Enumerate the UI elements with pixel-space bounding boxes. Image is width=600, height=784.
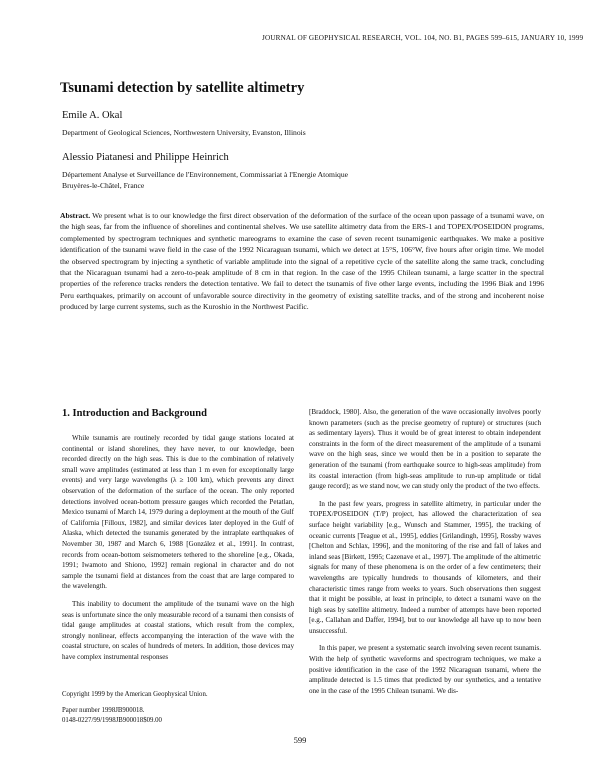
abstract-text: We present what is to our knowledge the first direct observation of the deformation of the surface of the ocean upon passage of a tsunami wave, on the high seas, far from the influence of shorelines and continental shelves. We use satellite altimetry data from the ERS-1 and TOPEX/POSEIDON programs, complemented by spectrogram techniques and synthetic mareograms to examine the case of seven recent tsunamigenic earthquakes. We make a positive identification of the tsunami wave field in the case of the 1992 Nicaraguan tsunami, which we detect at 15°S, 106°W, five hours after origin time. We model the observed spectrogram by injecting a synthetic of variable amplitude into the signal of a repetitive cycle of the satellite along the same track, concluding that the Nicaraguan tsunami had a zero-to-peak amplitude of 8 cm in that region. In the case of the 1995 Chilean tsunami, a large scatter in the spectral properties of the reference tracks renders the detection tentative. We fail to detect the tsunamis of five other large events, including the 1996 Biak and 1996 Peru earthquakes, primarily on account of unfavorable source directivity in the geometry of existing satellite tracks, and of the strong and incoherent noise produced by large current systems, such as the Kuroshio in the Northwest Pacific. — [60, 211, 544, 312]
body-paragraph: In the past few years, progress in satellite altimetry, in particular under the TOPEX/POSEIDON (T/P) project, has allowed the characterization of sea surface height variability [e.g., Wunsch and Stammer, 1995], the tracking of oceanic currents [Teague et al., 1995], eddies [Grilandingh, 1995], Rossby waves [Chelton and Schlax, 1996], and the monitoring of the rise and fall of lakes and inland seas [Birkett, 1995; Cazenave et al., 1997]. The amplitude of the altimetric signals for many of these phenomena is on the order of a few centimeters; their wavelengths are typically hundreds to thousands of kilometers, and their characteristic times range from weeks to years. Such observations then suggest that it might be possible, at least in principle, to detect a tsunami wave on the high seas by satellite altimetry. Indeed a number of attempts have been reported [e.g., Callahan and Daffer, 1994], but to our knowledge all have up to now been unsuccessful. — [309, 499, 541, 635]
section-heading: 1. Introduction and Background — [62, 408, 207, 419]
left-column — [62, 433, 294, 662]
body-paragraph: [Braddock, 1980]. Also, the generation of the wave occasionally involves poorly known parameters (such as the precise geometry of rupture) or structures (such as sedimentary layers). Thus it would be of great interest to obtain independent constraints in the form of the direct measurement of the amplitude of a tsunami wave on the high seas, since we would then be in a position to separate the generation of the tsunami (from earthquake source to high-seas amplitude) from its coastal interaction (from high-seas amplitude to run-up amplitude or tidal gauge record); as we stand now, we can study only the product of the two effects. — [309, 408, 541, 491]
right-column — [309, 407, 541, 696]
article-title: Tsunami detection by satellite altimetry — [60, 80, 305, 96]
author-affiliation: Bruyères-le-Châtel, France — [62, 181, 145, 190]
body-paragraph: This inability to document the amplitude of the tsunami wave on the high seas is unfortunate since the only measurable record of a tsunami then consists of tidal gauge amplitudes at coastal stations, which result from the complex, strongly nonlinear, effects accompanying the interaction of the wave with the coastal structure, on scales of hundreds of meters. In addition, those devices may have complex instrumental responses — [62, 599, 294, 661]
page-number: 599 — [293, 735, 307, 745]
body-paragraph: While tsunamis are routinely recorded by tidal gauge stations located at continental or island shorelines, they have never, to our knowledge, been recorded directly on the high seas. This is due to the combination of relatively small wave amplitudes (estimated at less than 1 m even for exceptionally large events) and very large wavelengths (λ ≥ 100 km), which prevents any direct observation of the deformation of the surface of the ocean. The only reported detections involved ocean-bottom pressure gauges which recorded the Petatlan, Mexico tsunami of March 14, 1979 during a deployment at the mouth of the Gulf of California [Filloux, 1982], and similar devices later deployed in the Gulf of Alaska, which detected the tsunamis generated by the intraplate earthquakes of November 30, 1987 and March 6, 1988 [González et al., 1991]. In contrast, records from ocean-bottom seismometers tethered to the shoreline [e.g., Okada, 1991; Iwamoto and Shiono, 1992] remain regional in character and do not sample the tsunami field at distances from the coast that are large compared to the wavelength. — [62, 434, 294, 591]
abstract — [60, 210, 544, 313]
author-name: Emile A. Okal — [62, 110, 123, 121]
issn-line: 0148-0227/99/1998JB900018$09.00 — [62, 717, 162, 724]
body-paragraph: In this paper, we present a systematic search involving seven recent tsunamis. With the help of synthetic waveforms and spectrogram techniques, we make a positive identification in the case of the 1992 Nicaraguan tsunami, where the amplitude detected is 1.5 times that predicted by our synthetics, and a tentative one in the case of the 1995 Chilean tsunami. We dis- — [309, 644, 541, 695]
author-affiliation: Department of Geological Sciences, Northwestern University, Evanston, Illinois — [62, 128, 306, 137]
paper-number: Paper number 1998JB900018. — [62, 707, 145, 714]
author-affiliation: Département Analyse et Surveillance de l'Environnement, Commissariat à l'Energie Atomique — [62, 170, 349, 179]
running-head: JOURNAL OF GEOPHYSICAL RESEARCH, VOL. 104, NO. B1, PAGES 599–615, JANUARY 10, 1999 — [262, 34, 584, 42]
abstract-label: Abstract. — [60, 211, 91, 220]
author-name: Alessio Piatanesi and Philippe Heinrich — [62, 152, 229, 163]
copyright-notice: Copyright 1999 by the American Geophysical Union. — [62, 691, 208, 698]
